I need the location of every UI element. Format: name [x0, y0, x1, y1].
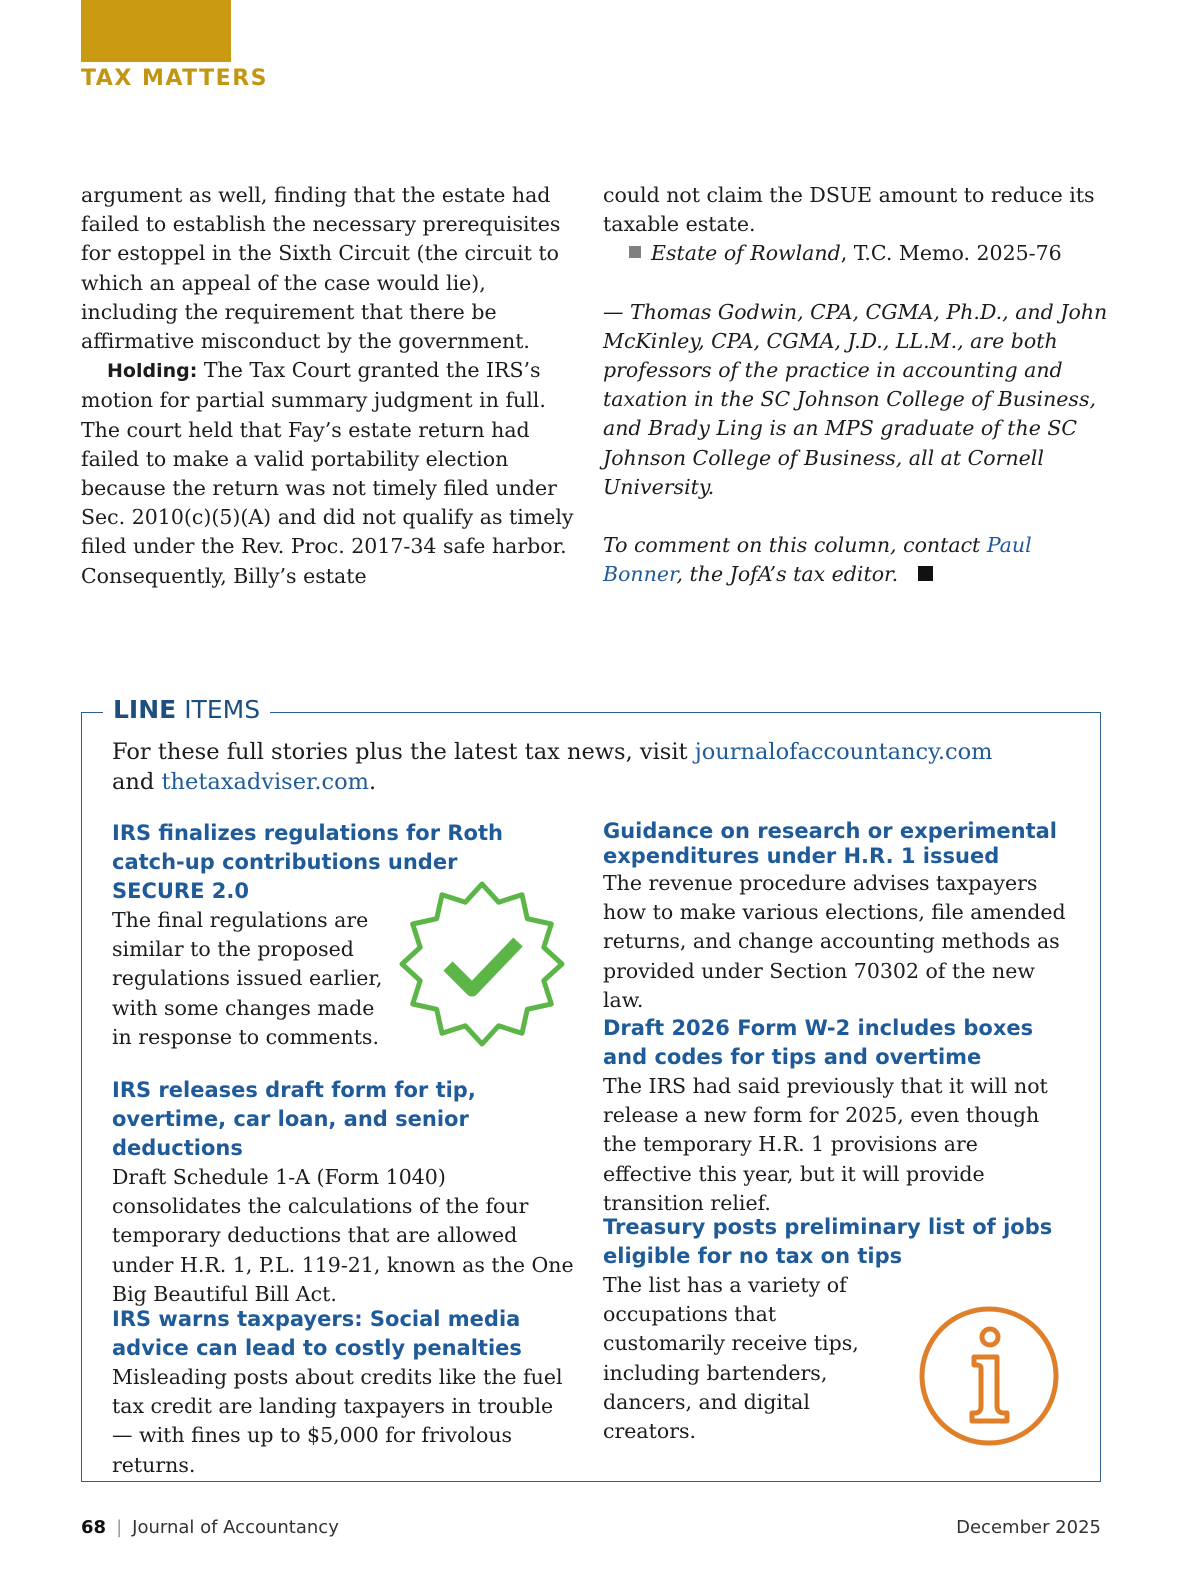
footer-left: 68 | Journal of Accountancy: [81, 1517, 339, 1538]
news-headline[interactable]: IRS warns taxpayers: Social media advice can lead to costly penalties: [112, 1307, 522, 1360]
info-icon: [905, 1303, 1073, 1448]
comment-line: To comment on this column, contact Paul Bonner, the JofA’s tax editor.: [603, 533, 1032, 587]
article-column-left: [81, 181, 586, 591]
issue-date: December 2025: [956, 1517, 1101, 1538]
author-bio: — Thomas Godwin, CPA, CGMA, Ph.D., and John McKinley, CPA, CGMA, J.D., LL.M., are both professors of the practice in accounting and taxation in the SC Johnson College of Business, and Brady Ling is an MPS graduate of the SC Johnson College of Business, all at Cornell University.: [603, 299, 1108, 499]
section-color-bar: [81, 0, 231, 62]
news-body: The revenue procedure advises taxpayers how to make various elections, file amended returns, and change accounting methods as provided under Section 70302 of the new law.: [603, 871, 1066, 1012]
news-item: [603, 819, 1073, 1015]
news-item: [112, 1305, 577, 1480]
news-headline[interactable]: Guidance on research or experimental expenditures under H.R. 1 issued: [603, 819, 1058, 868]
news-body: Misleading posts about credits like the fuel tax credit are landing taxpayers in trouble — with fines up to $5,000 for frivolous returns.: [112, 1365, 563, 1477]
case-name: Estate of Rowland: [651, 241, 841, 266]
page-number: 68: [81, 1517, 107, 1538]
case-citation: [603, 239, 1113, 268]
news-item: [112, 1076, 577, 1309]
holding-paragraph: [81, 356, 586, 591]
line-items-title: LINE ITEMS: [103, 694, 270, 726]
holding-label: Holding:: [107, 360, 198, 383]
article-column-right: [603, 181, 1113, 589]
end-mark-icon: [918, 566, 933, 581]
section-label: TAX MATTERS: [81, 66, 268, 91]
bullet-square-icon: [629, 246, 641, 258]
journal-link[interactable]: journalofaccountancy.com: [694, 739, 993, 765]
news-headline[interactable]: IRS releases draft form for tip, overtime, car loan, and senior deductions: [112, 1078, 476, 1160]
news-headline[interactable]: Treasury posts preliminary list of jobs eligible for no tax on tips: [603, 1215, 1053, 1268]
news-body: The list has a variety of occupations that customarily receive tips, including bartenders, dancers, and digital creators.: [603, 1273, 859, 1444]
news-headline[interactable]: Draft 2026 Form W-2 includes boxes and codes for tips and overtime: [603, 1016, 1034, 1069]
news-item: [603, 1014, 1073, 1218]
case-cite: , T.C. Memo. 2025-76: [840, 241, 1062, 266]
publication-name: Journal of Accountancy: [132, 1517, 339, 1538]
article-paragraph: could not claim the DSUE amount to reduce its taxable estate.: [603, 183, 1095, 237]
article-paragraph: argument as well, finding that the estate had failed to establish the necessary prerequisites for estoppel in the Sixth Circuit (the circuit to which an appeal of the case would lie), including the requirement that there be affirmative misconduct by the government.: [81, 183, 561, 354]
line-items-intro: For these full stories plus the latest tax news, visit journalofaccountancy.com and thetaxadviser.com.: [112, 739, 993, 795]
verified-badge-icon: [398, 880, 566, 1048]
news-body: Draft Schedule 1-A (Form 1040) consolidates the calculations of the four temporary deductions that are allowed under H.R. 1, P.L. 119-21, known as the One Big Beautiful Bill Act.: [112, 1165, 574, 1306]
editor-link[interactable]: Paul Bonner: [603, 533, 1032, 587]
news-body: The IRS had said previously that it will not release a new form for 2025, even though the temporary H.R. 1 provisions are effective this year, but it will provide transition relief.: [603, 1074, 1048, 1215]
holding-text: The Tax Court granted the IRS’s motion for partial summary judgment in full. The court held that Fay’s estate return had failed to make a valid portability election because the return was not timely filed under Sec. 2010(c)(5)(A) and did not qualify as timely filed under the Rev. Proc. 2017-34 safe harbor. Consequently, Billy’s estate: [81, 358, 574, 588]
news-headline[interactable]: IRS finalizes regulations for Roth catch-up contributions under SECURE 2.0: [112, 821, 503, 903]
news-body: The final regulations are similar to the proposed regulations issued earlier, with some changes made in response to comments.: [112, 908, 383, 1049]
taxadviser-link[interactable]: thetaxadviser.com: [161, 769, 369, 795]
